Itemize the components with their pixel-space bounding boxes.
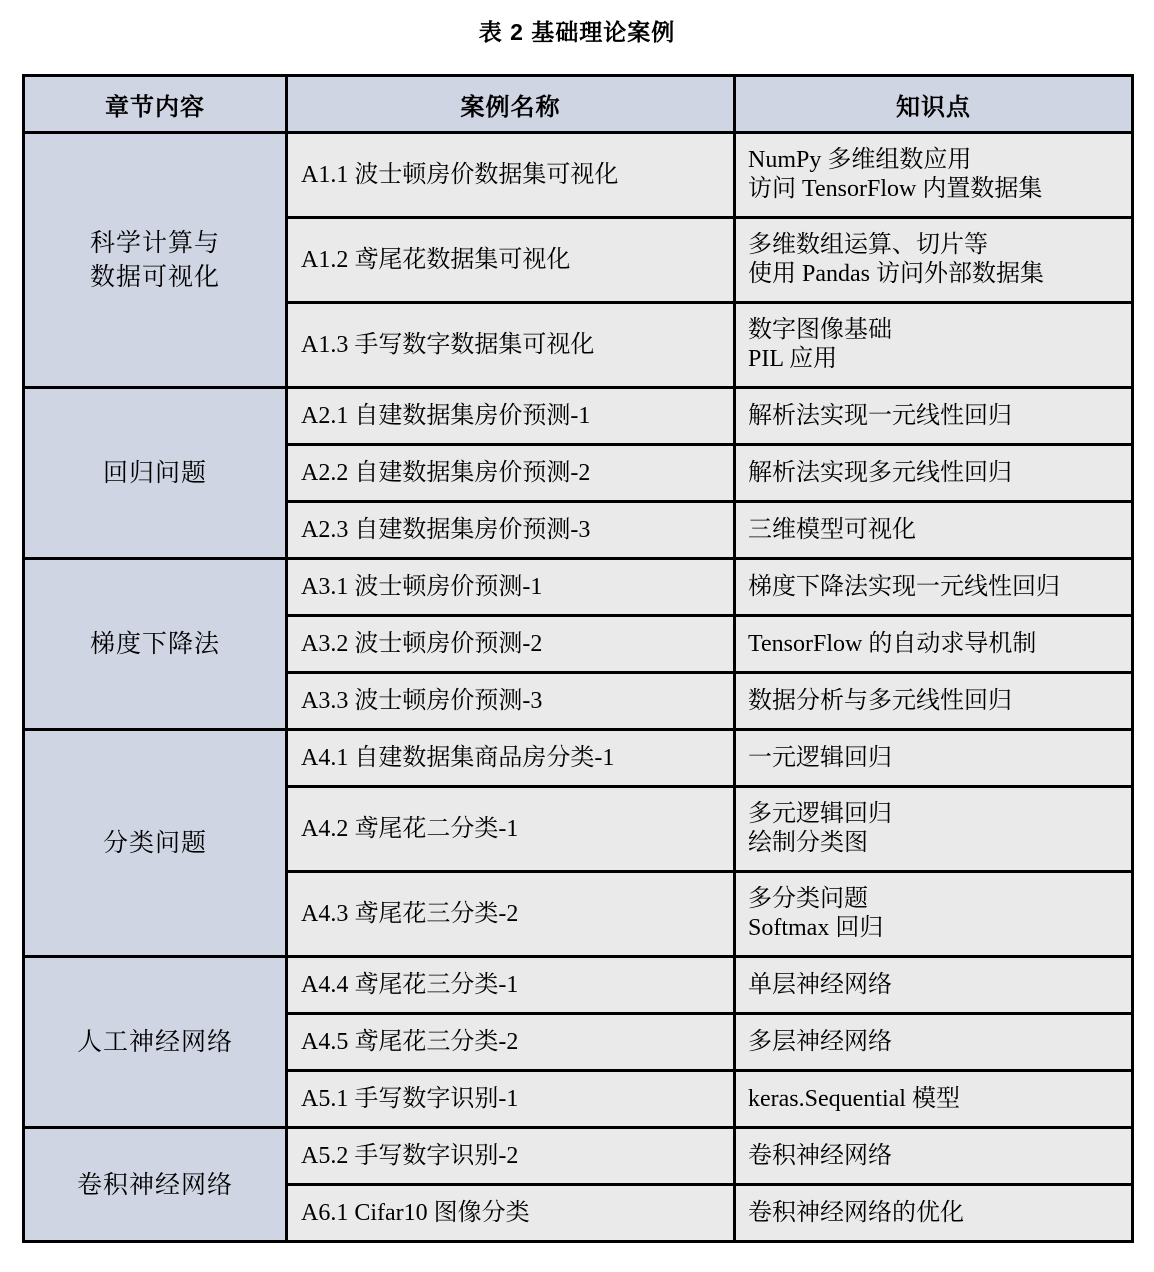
case-name-cell: A5.1 手写数字识别-1 xyxy=(287,1071,735,1128)
knowledge-points-cell: 数据分析与多元线性回归 xyxy=(735,673,1133,730)
knowledge-points-cell: 卷积神经网络 xyxy=(735,1128,1133,1185)
chapter-cell: 卷积神经网络 xyxy=(24,1128,287,1242)
case-name-cell: A4.4 鸢尾花三分类-1 xyxy=(287,957,735,1014)
header-chapter-content: 章节内容 xyxy=(24,76,287,133)
case-name-cell: A4.1 自建数据集商品房分类-1 xyxy=(287,730,735,787)
knowledge-points-cell: 多元逻辑回归 绘制分类图 xyxy=(735,787,1133,872)
table-row xyxy=(24,133,1133,218)
table-row xyxy=(24,730,1133,787)
knowledge-points-cell: 数字图像基础 PIL 应用 xyxy=(735,303,1133,388)
case-name-cell: A1.2 鸢尾花数据集可视化 xyxy=(287,218,735,303)
knowledge-points-cell: NumPy 多维组数应用 访问 TensorFlow 内置数据集 xyxy=(735,133,1133,218)
knowledge-points-cell: 多维数组运算、切片等 使用 Pandas 访问外部数据集 xyxy=(735,218,1133,303)
knowledge-points-cell: 单层神经网络 xyxy=(735,957,1133,1014)
case-name-cell: A1.1 波士顿房价数据集可视化 xyxy=(287,133,735,218)
table-row xyxy=(24,559,1133,616)
case-name-cell: A4.3 鸢尾花三分类-2 xyxy=(287,872,735,957)
header-knowledge-points: 知识点 xyxy=(735,76,1133,133)
case-name-cell: A2.1 自建数据集房价预测-1 xyxy=(287,388,735,445)
knowledge-points-cell: keras.Sequential 模型 xyxy=(735,1071,1133,1128)
table-row xyxy=(24,957,1133,1014)
case-name-cell: A4.2 鸢尾花二分类-1 xyxy=(287,787,735,872)
case-name-cell: A2.2 自建数据集房价预测-2 xyxy=(287,445,735,502)
chapter-cell: 人工神经网络 xyxy=(24,957,287,1128)
knowledge-points-cell: TensorFlow 的自动求导机制 xyxy=(735,616,1133,673)
case-name-cell: A4.5 鸢尾花三分类-2 xyxy=(287,1014,735,1071)
case-name-cell: A6.1 Cifar10 图像分类 xyxy=(287,1185,735,1242)
case-name-cell: A5.2 手写数字识别-2 xyxy=(287,1128,735,1185)
chapter-cell: 梯度下降法 xyxy=(24,559,287,730)
table-row xyxy=(24,388,1133,445)
basic-theory-cases-table xyxy=(22,74,1134,1243)
knowledge-points-cell: 解析法实现多元线性回归 xyxy=(735,445,1133,502)
case-name-cell: A3.3 波士顿房价预测-3 xyxy=(287,673,735,730)
chapter-cell: 科学计算与 数据可视化 xyxy=(24,133,287,388)
case-name-cell: A3.1 波士顿房价预测-1 xyxy=(287,559,735,616)
knowledge-points-cell: 一元逻辑回归 xyxy=(735,730,1133,787)
table-header-row xyxy=(24,76,1133,133)
knowledge-points-cell: 卷积神经网络的优化 xyxy=(735,1185,1133,1242)
knowledge-points-cell: 多层神经网络 xyxy=(735,1014,1133,1071)
case-name-cell: A2.3 自建数据集房价预测-3 xyxy=(287,502,735,559)
knowledge-points-cell: 多分类问题 Softmax 回归 xyxy=(735,872,1133,957)
table-body xyxy=(24,133,1133,1242)
table-row xyxy=(24,1128,1133,1185)
case-name-cell: A1.3 手写数字数据集可视化 xyxy=(287,303,735,388)
table-title: 表 2 基础理论案例 xyxy=(478,19,676,45)
knowledge-points-cell: 解析法实现一元线性回归 xyxy=(735,388,1133,445)
header-case-name: 案例名称 xyxy=(287,76,735,133)
knowledge-points-cell: 三维模型可视化 xyxy=(735,502,1133,559)
chapter-cell: 回归问题 xyxy=(24,388,287,559)
knowledge-points-cell: 梯度下降法实现一元线性回归 xyxy=(735,559,1133,616)
case-name-cell: A3.2 波士顿房价预测-2 xyxy=(287,616,735,673)
chapter-cell: 分类问题 xyxy=(24,730,287,957)
